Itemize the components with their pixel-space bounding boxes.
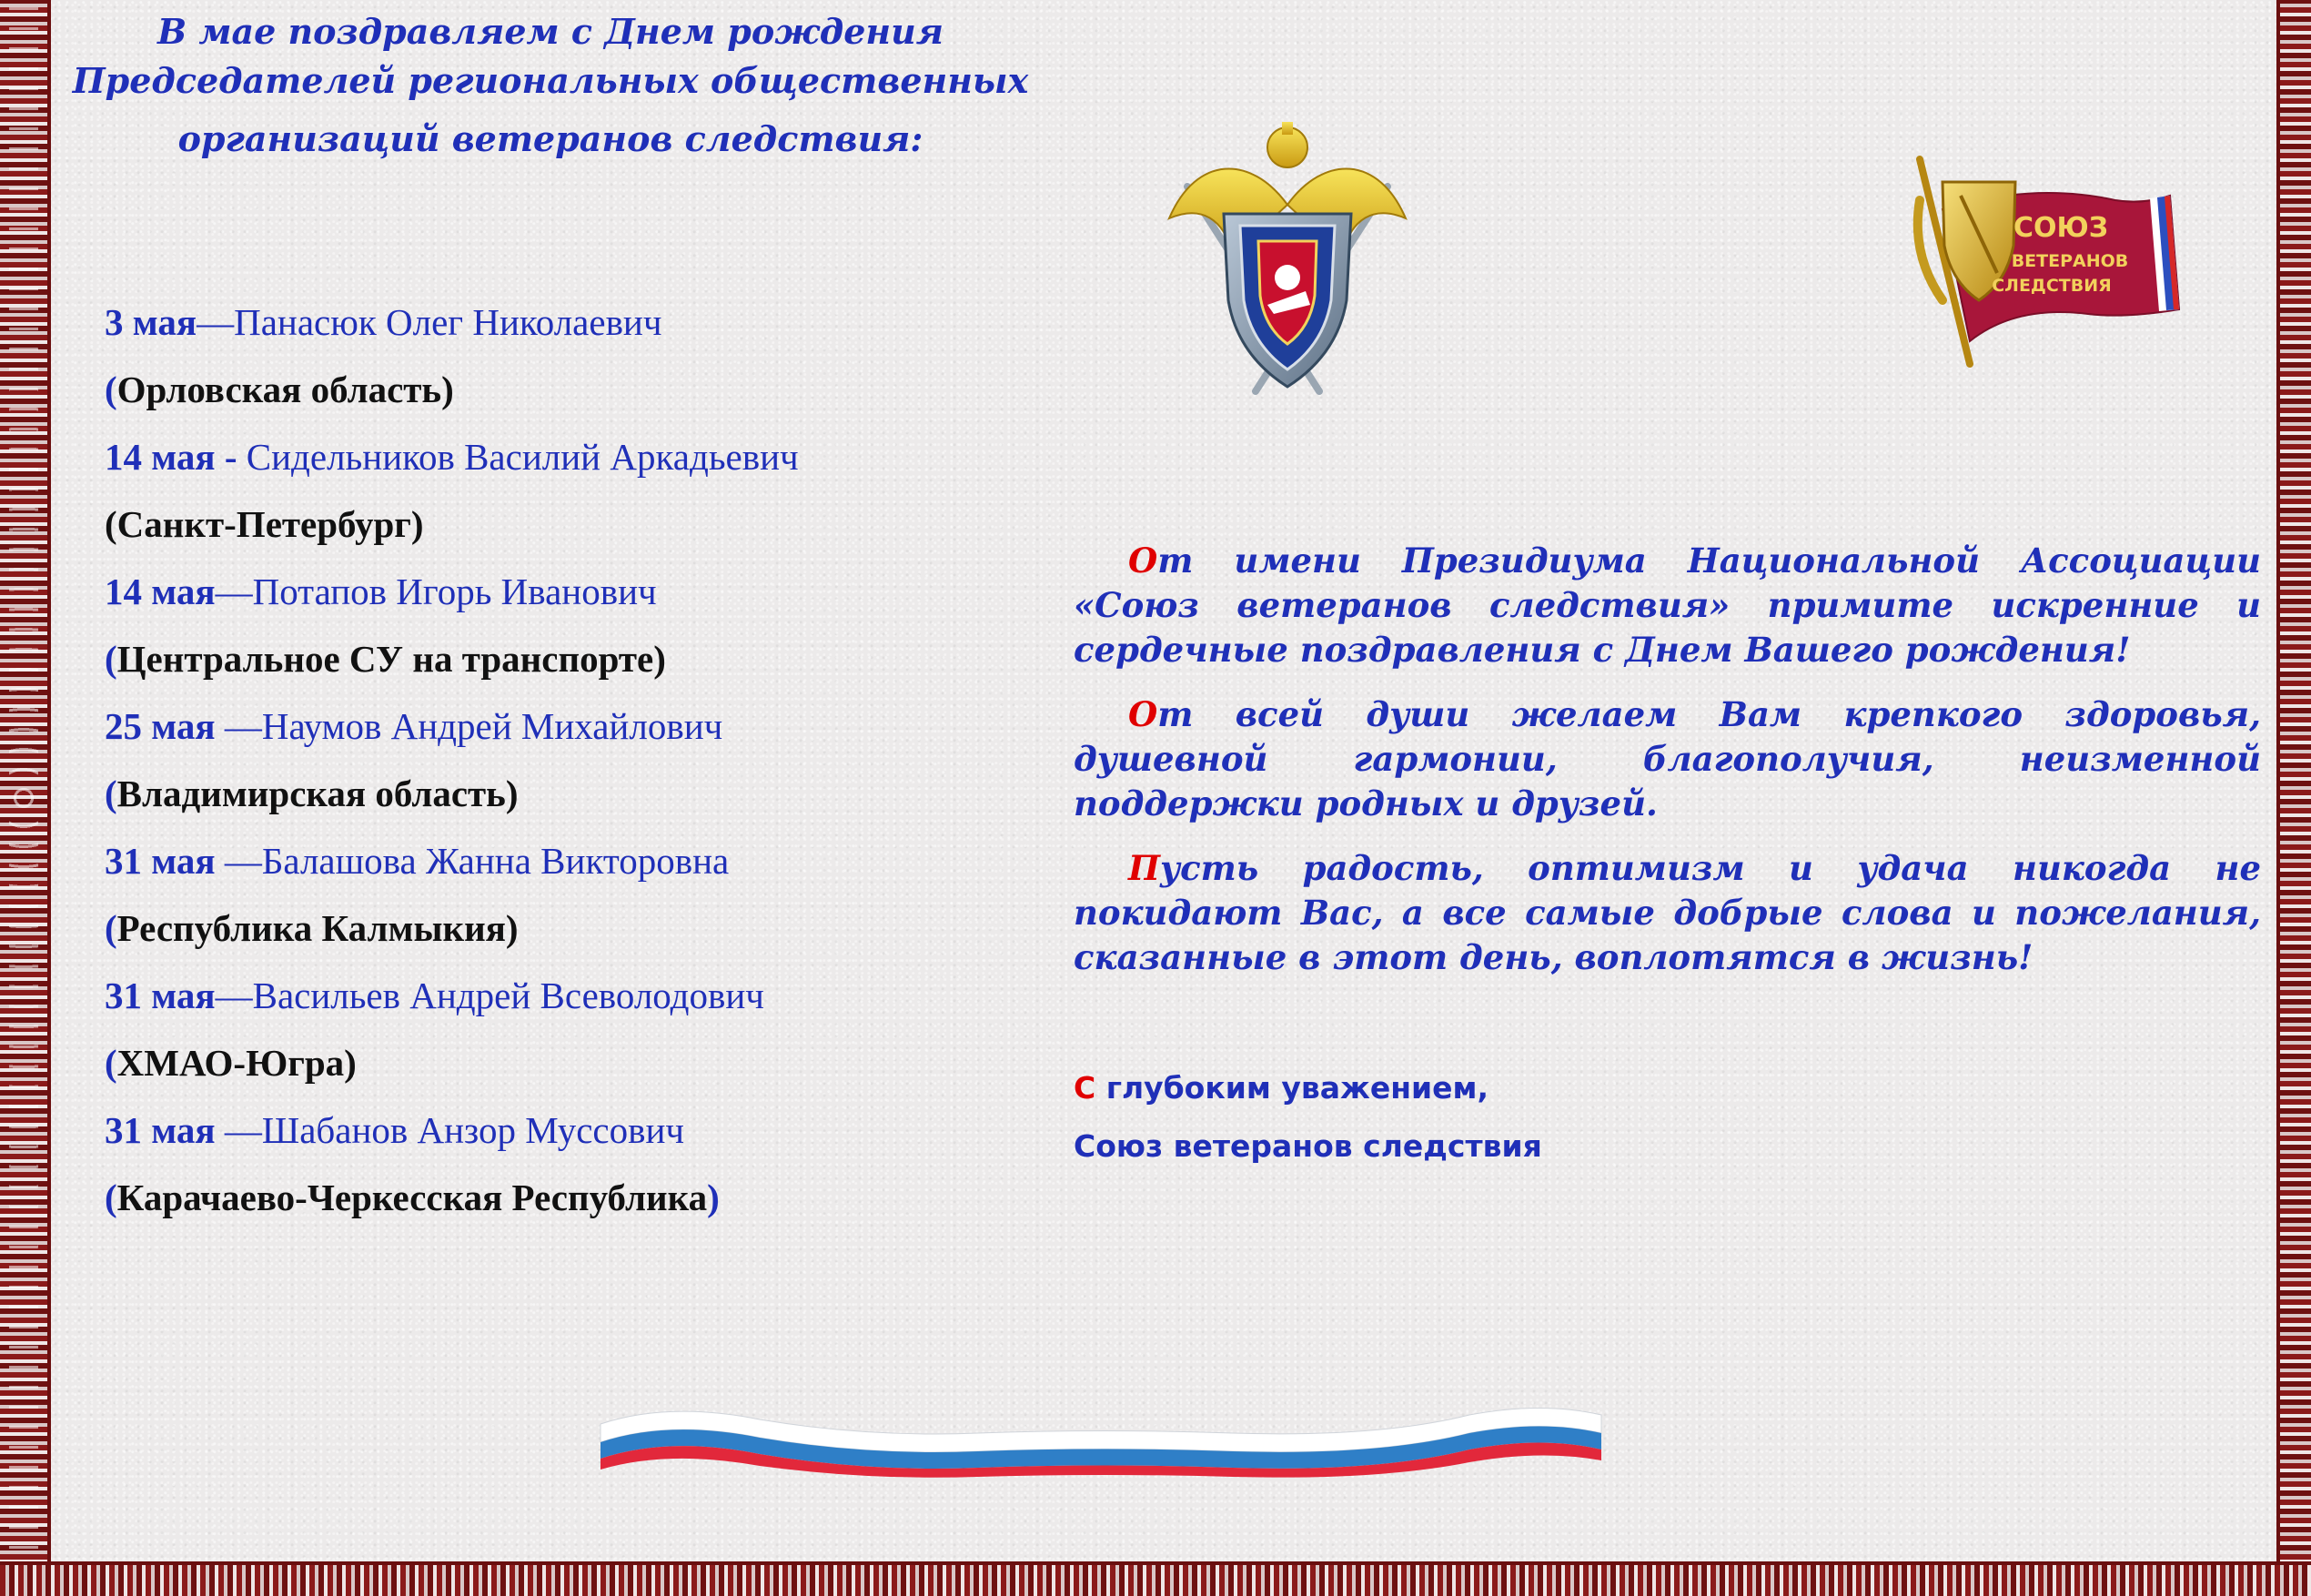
birthday-entry-name <box>105 428 1014 495</box>
greeting-paragraph-text: усть радость, оптимизм и удача никогда не покидают Вас, а все самые добрые слова и пожелания, сказанные в этот день, воплотятся в жизнь! <box>1074 848 2261 977</box>
birthday-entry-region <box>105 360 1014 428</box>
signature-line-1-text: глубоким уважением, <box>1095 1070 1489 1106</box>
birthday-entry-region <box>105 764 1014 832</box>
ornamental-frame-right <box>2276 0 2311 1596</box>
signature-line-2: Союз ветеранов следствия <box>1074 1128 1542 1164</box>
heading-line-2: Председателей региональных общественных <box>72 60 1029 101</box>
paren-open: ( <box>105 1042 117 1084</box>
birthday-entry-region <box>105 1034 1014 1101</box>
birthday-date: 14 мая <box>105 436 216 478</box>
birthday-list <box>105 293 1014 1236</box>
birthday-region: Санкт-Петербург <box>116 503 411 545</box>
birthday-separator: — <box>215 975 253 1016</box>
badge-line-2: ВЕТЕРАНОВ <box>2011 251 2129 271</box>
paren-close: ) <box>441 369 454 410</box>
paren-open: ( <box>105 638 117 680</box>
greeting-paragraph-3 <box>1074 846 2261 980</box>
birthday-person-name: Шабанов Анзор Муссович <box>261 1109 685 1151</box>
paren-close: ) <box>505 773 519 814</box>
paren-open: ( <box>105 773 117 814</box>
birthday-entry-region <box>105 495 1014 562</box>
birthday-entry-name <box>105 293 1014 360</box>
birthday-separator: - <box>215 436 247 478</box>
badge-line-3: СЛЕДСТВИЯ <box>1992 276 2112 296</box>
birthday-date: 25 мая <box>105 705 216 747</box>
paren-close: ) <box>707 1177 720 1218</box>
birthday-entry-region <box>105 1168 1014 1236</box>
birthday-region: Республика Калмыкия <box>116 907 506 949</box>
birthday-region: Орловская область <box>116 369 442 410</box>
birthday-entry-region <box>105 899 1014 966</box>
birthday-region: ХМАО-Югра <box>116 1042 345 1084</box>
signature-block <box>1074 1059 1542 1176</box>
paren-open: ( <box>105 503 117 545</box>
birthday-entry-region <box>105 630 1014 697</box>
birthday-entry-name <box>105 966 1014 1034</box>
veterans-union-flag-badge-icon <box>1906 146 2188 373</box>
paren-close: ) <box>344 1042 357 1084</box>
paren-open: ( <box>105 1177 117 1218</box>
birthday-person-name: Потапов Игорь Иванович <box>252 571 657 612</box>
heading-line-3: организаций ветеранов следствия: <box>177 118 923 159</box>
birthday-date: 31 мая <box>105 975 216 1016</box>
greeting-text <box>1074 539 2261 1000</box>
greeting-paragraph-text: т всей души желаем Вам крепкого здоровья, душевной гармонии, благополучия, неизменной поддержки родных и друзей. <box>1074 694 2261 823</box>
paren-open: ( <box>105 907 117 949</box>
birthday-entry-name <box>105 1101 1014 1168</box>
birthday-region: Центральное СУ на транспорте <box>116 638 654 680</box>
greeting-paragraph-2 <box>1074 692 2261 826</box>
drop-initial: О <box>1128 540 1158 581</box>
page-heading <box>64 7 1037 164</box>
birthday-region: Карачаево-Черкесская Республика <box>116 1177 708 1218</box>
greeting-paragraph-text: т имени Президиума Национальной Ассоциации «Союз ветеранов следствия» примите искренние и сердечные поздравления с Днем Вашего рождения! <box>1074 540 2261 670</box>
birthday-separator: — <box>197 301 235 343</box>
birthday-separator: — <box>215 1109 262 1151</box>
birthday-region: Владимирская область <box>116 773 506 814</box>
birthday-date: 3 мая <box>105 301 197 343</box>
birthday-person-name: Балашова Жанна Викторовна <box>261 840 730 882</box>
signature-initial: С <box>1074 1070 1096 1106</box>
birthday-person-name: Панасюк Олег Николаевич <box>234 301 662 343</box>
birthday-separator: — <box>215 705 262 747</box>
birthday-date: 31 мая <box>105 840 216 882</box>
paren-open: ( <box>105 369 117 410</box>
heading-line-1: В мае поздравляем с Днем рождения <box>157 11 944 52</box>
birthday-entry-name <box>105 697 1014 764</box>
badge-line-1: СОЮЗ <box>2013 212 2109 244</box>
birthday-entry-name <box>105 832 1014 899</box>
drop-initial: О <box>1128 694 1158 734</box>
birthday-separator: — <box>215 840 262 882</box>
birthday-separator: — <box>215 571 253 612</box>
birthday-date: 31 мая <box>105 1109 216 1151</box>
drop-initial: П <box>1128 848 1160 888</box>
paren-close: ) <box>653 638 666 680</box>
birthday-person-name: Наумов Андрей Михайлович <box>261 705 723 747</box>
signature-line-1 <box>1074 1059 1542 1117</box>
ornamental-frame-left <box>0 0 51 1596</box>
birthday-entry-name <box>105 562 1014 630</box>
birthday-date: 14 мая <box>105 571 216 612</box>
greeting-paragraph-1 <box>1074 539 2261 672</box>
paren-close: ) <box>505 907 519 949</box>
investigative-committee-emblem-icon <box>1160 118 1415 409</box>
ornamental-frame-bottom <box>0 1561 2311 1596</box>
birthday-person-name: Васильев Андрей Всеволодович <box>252 975 764 1016</box>
russian-tricolor-ribbon-icon <box>596 1397 1606 1479</box>
birthday-person-name: Сидельников Василий Аркадьевич <box>246 436 799 478</box>
paren-close: ) <box>410 503 424 545</box>
